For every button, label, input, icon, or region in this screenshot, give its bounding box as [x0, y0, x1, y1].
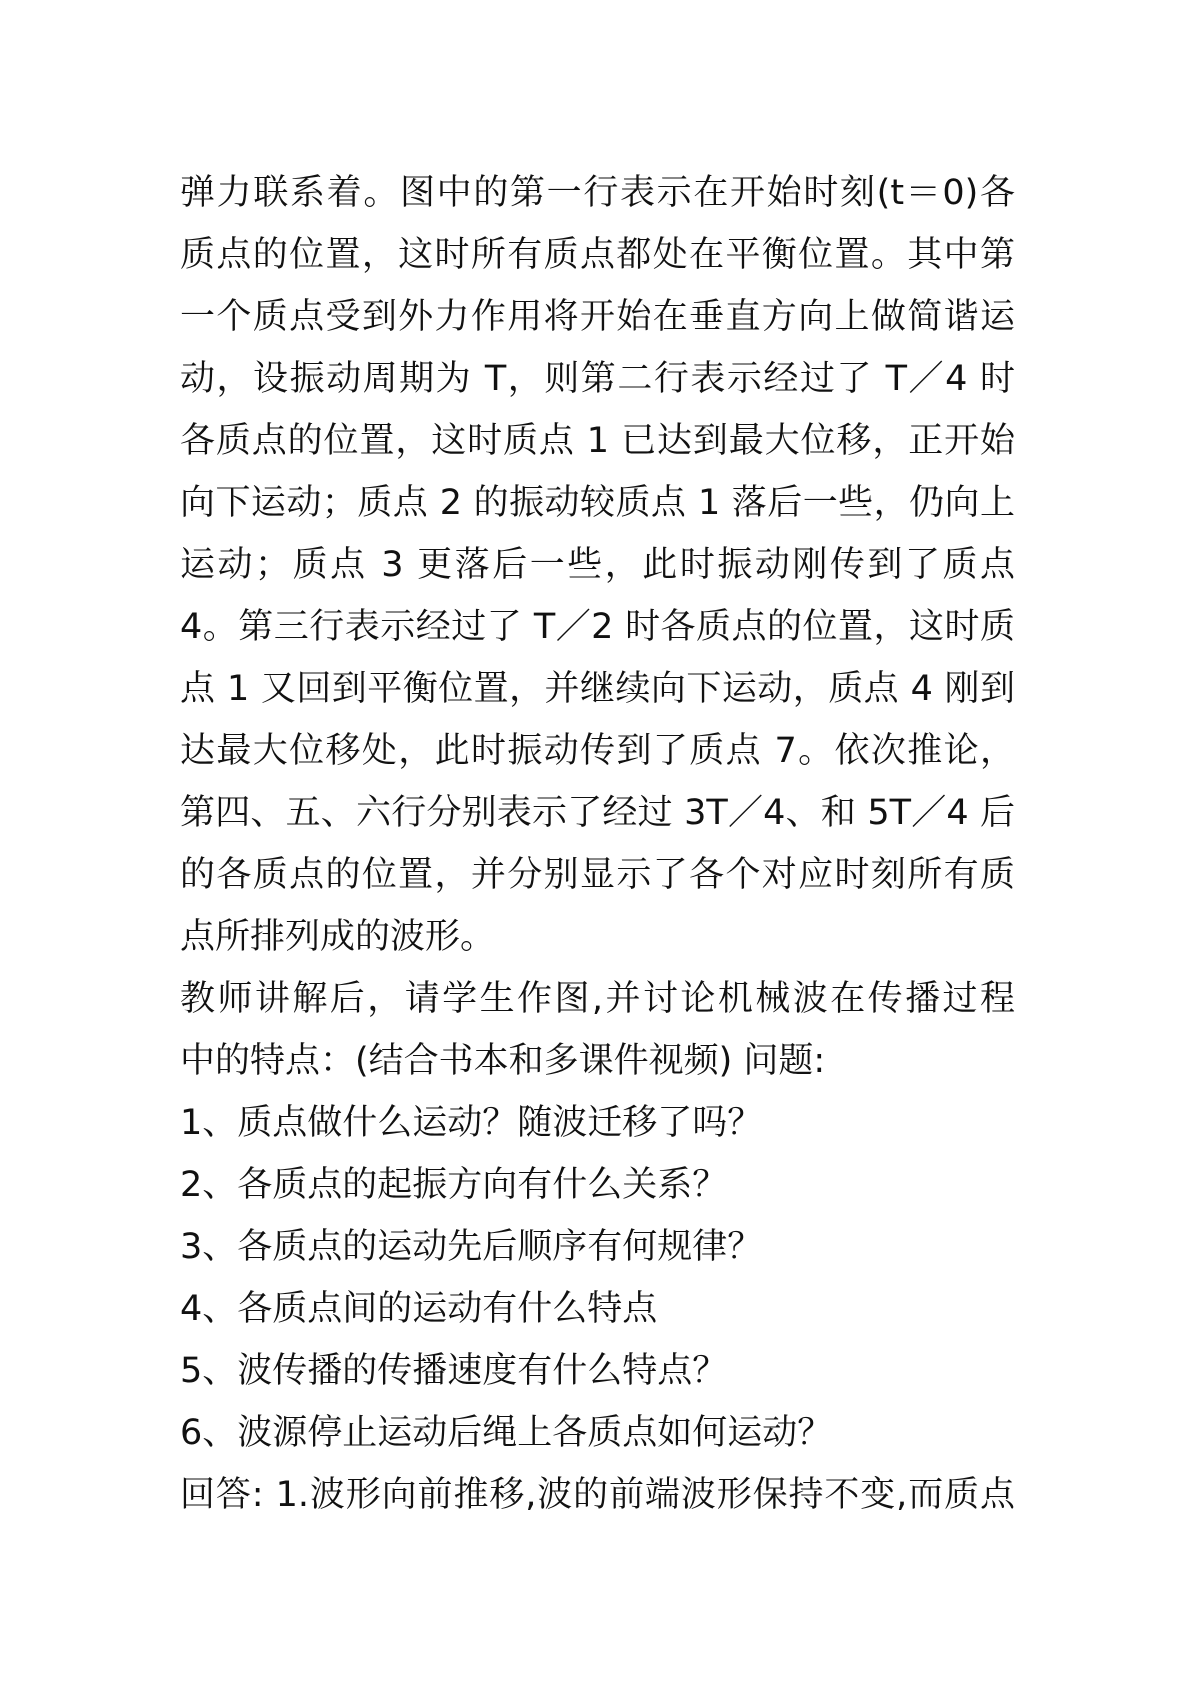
paragraph-teacher-instruction [180, 968, 1020, 1092]
text-line: 弹力联系着。图中的第一行表示在开始时刻(t＝0)各 [180, 173, 1015, 213]
text-line: 4。第三行表示经过了 T／2 时各质点的位置，这时质 [180, 607, 1015, 647]
text-line: 点所排列成的波形。 [180, 917, 496, 957]
question-item: 3、各质点的运动先后顺序有何规律？ [180, 1227, 763, 1267]
question-item: 4、各质点间的运动有什么特点 [180, 1289, 658, 1329]
question-item: 1、质点做什么运动？随波迁移了吗？ [180, 1103, 763, 1143]
text-line: 质点的位置，这时所有质点都处在平衡位置。其中第 [180, 235, 1015, 275]
text-line: 中的特点：(结合书本和多课件视频) 问题: [180, 1041, 826, 1081]
question-item: 2、各质点的起振方向有什么关系？ [180, 1165, 728, 1205]
question-list [180, 1092, 1020, 1464]
paragraph-wave-explanation [180, 162, 1020, 968]
question-item: 6、波源停止运动后绳上各质点如何运动？ [180, 1413, 833, 1453]
text-line: 一个质点受到外力作用将开始在垂直方向上做简谐运 [180, 297, 1015, 337]
answer-line: 回答: 1.波形向前推移,波的前端波形保持不变,而质点 [180, 1475, 1015, 1515]
text-line: 动，设振动周期为 T，则第二行表示经过了 T／4 时 [180, 359, 1015, 399]
text-line: 的各质点的位置，并分别显示了各个对应时刻所有质 [180, 855, 1015, 895]
text-line: 达最大位移处，此时振动传到了质点 7。依次推论， [180, 731, 1015, 771]
text-line: 点 1 又回到平衡位置，并继续向下运动，质点 4 刚到 [180, 669, 1015, 709]
text-line: 各质点的位置，这时质点 1 已达到最大位移，正开始 [180, 421, 1015, 461]
text-line: 向下运动；质点 2 的振动较质点 1 落后一些，仍向上 [180, 483, 1015, 523]
text-line: 运动；质点 3 更落后一些，此时振动刚传到了质点 [180, 545, 1015, 585]
answer-paragraph [180, 1464, 1020, 1526]
text-line: 第四、五、六行分别表示了经过 3T／4、和 5T／4 后 [180, 793, 1015, 833]
body-text [180, 162, 1020, 1526]
text-line: 教师讲解后，请学生作图,并讨论机械波在传播过程 [180, 979, 1015, 1019]
question-item: 5、波传播的传播速度有什么特点？ [180, 1351, 728, 1391]
